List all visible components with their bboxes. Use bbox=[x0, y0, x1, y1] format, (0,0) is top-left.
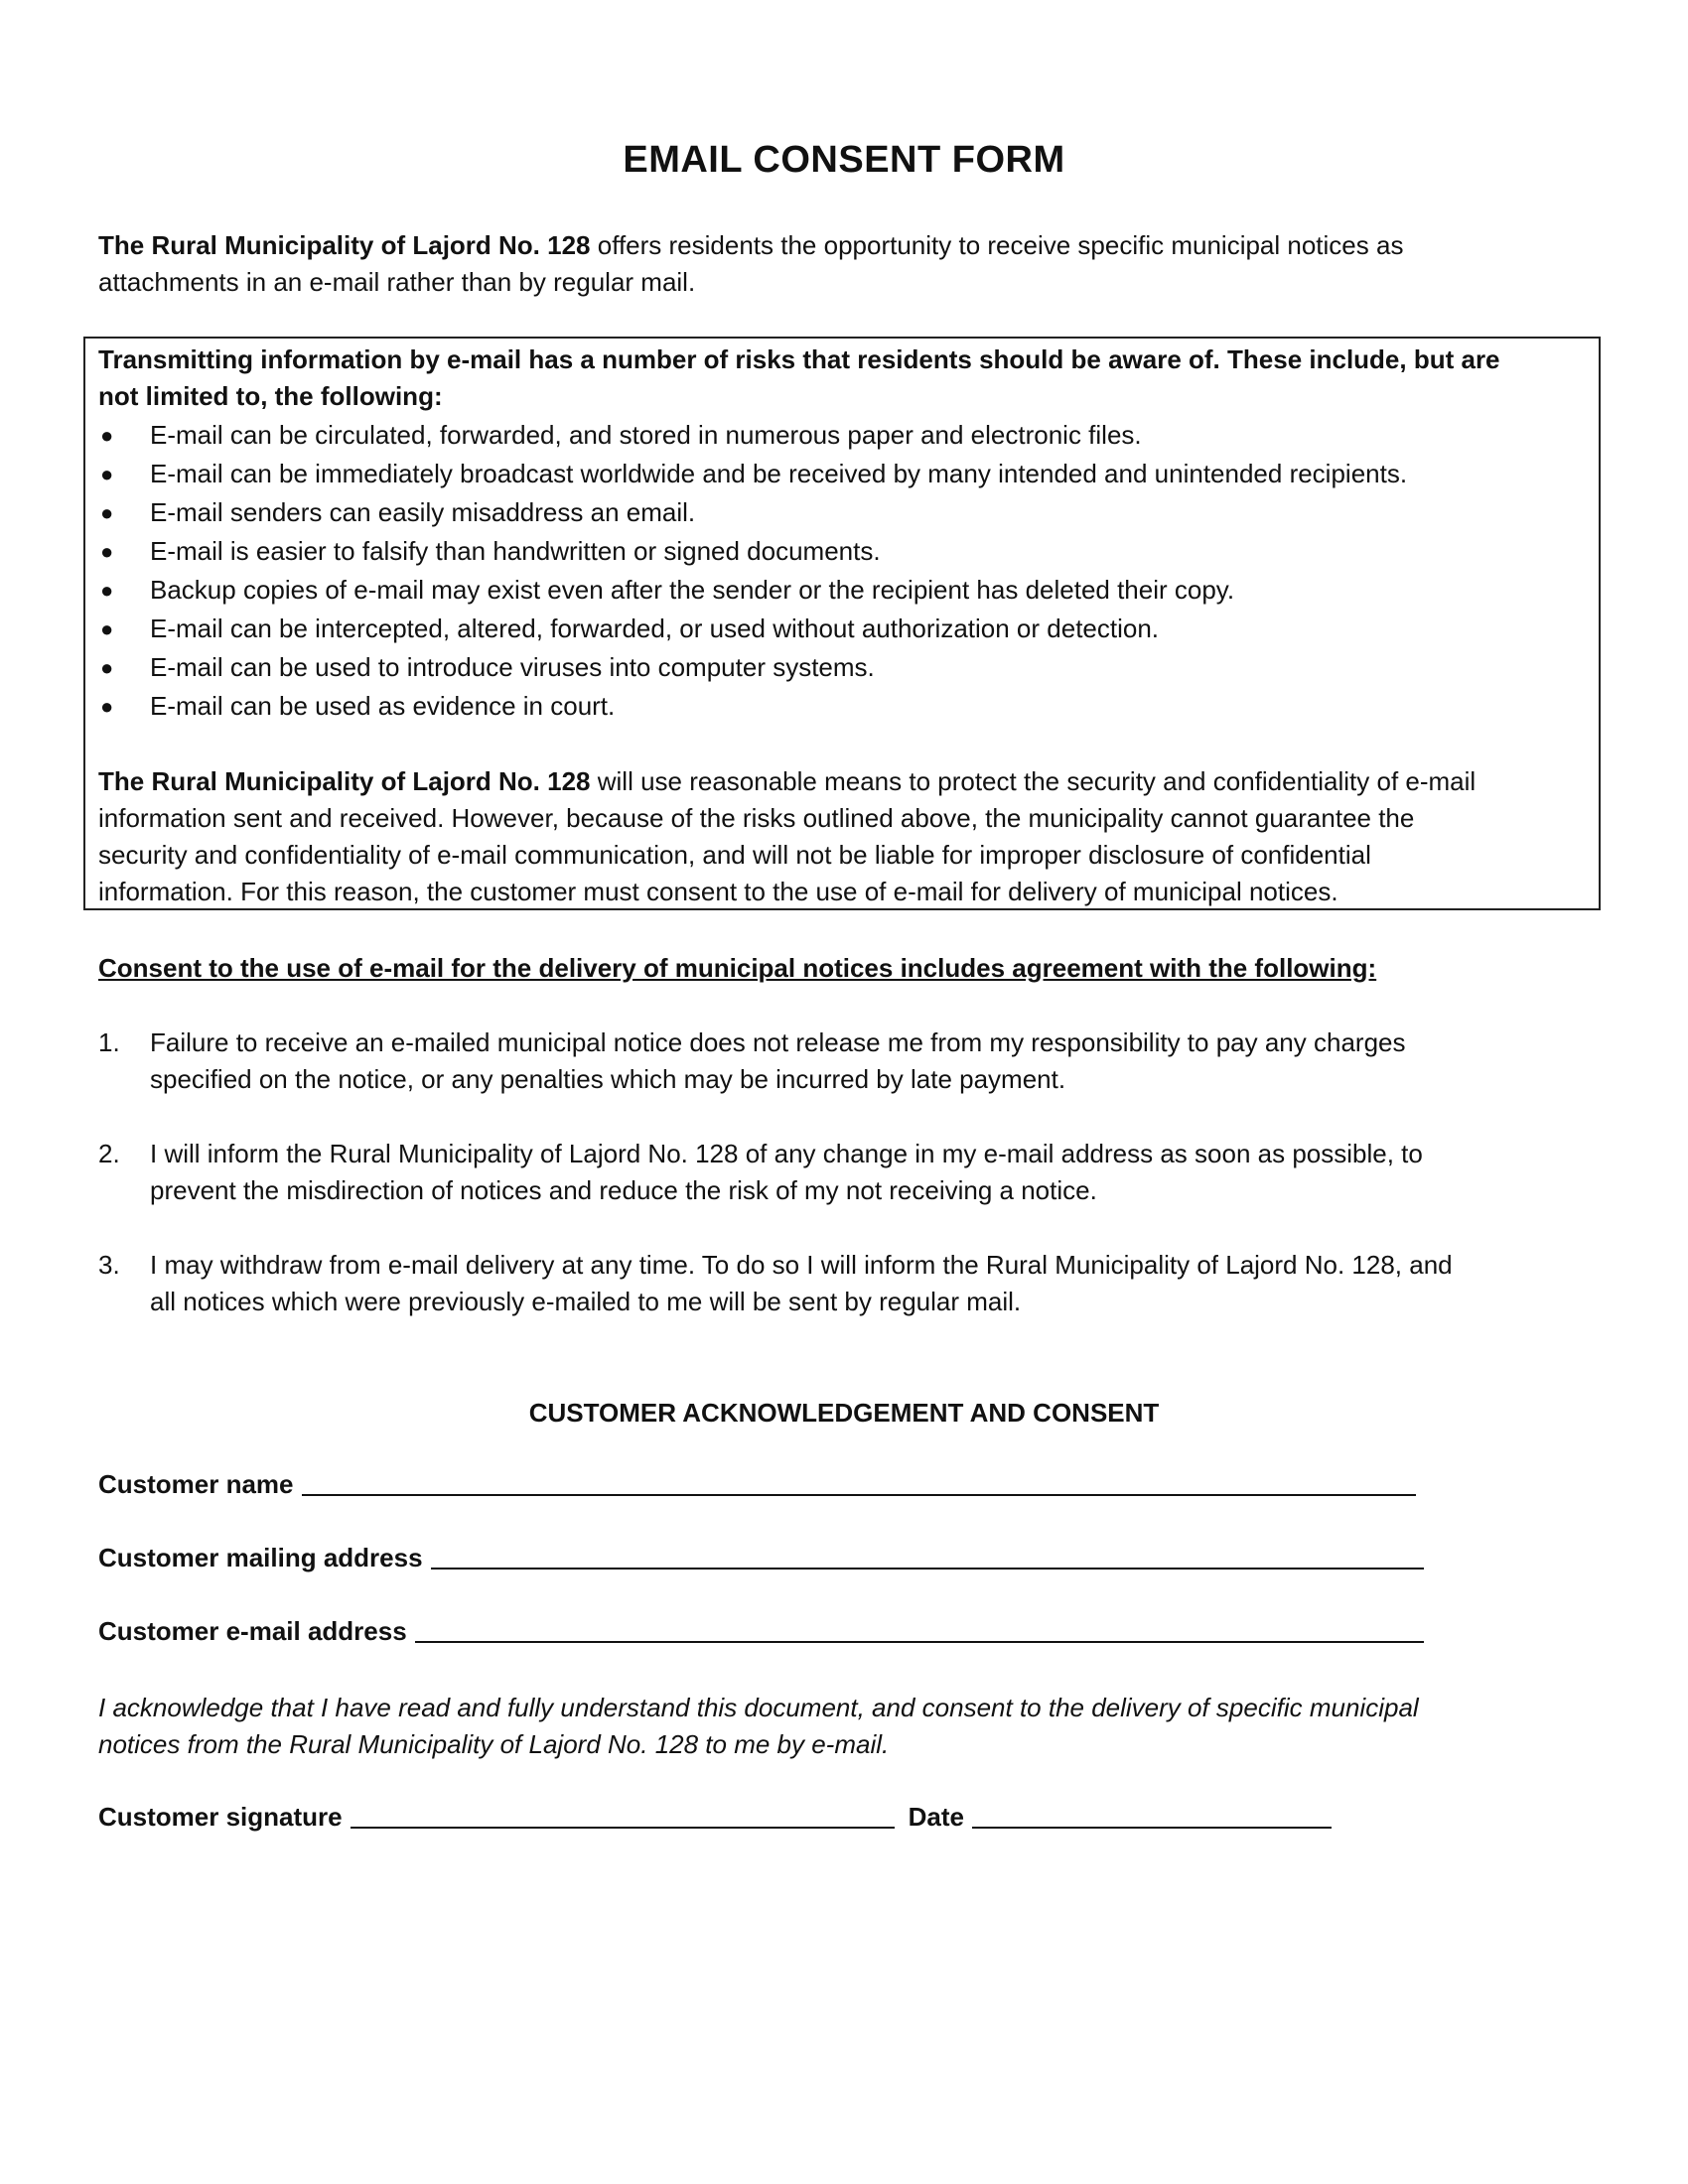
closing-line-1: will use reasonable means to protect the security and confidentiality of e-mail bbox=[590, 766, 1477, 796]
date-field[interactable] bbox=[972, 1797, 1332, 1829]
list-item bbox=[98, 455, 1588, 493]
list-item bbox=[98, 571, 1588, 610]
bullet-icon: ● bbox=[100, 500, 114, 525]
signature-row bbox=[98, 1796, 1332, 1836]
list-item bbox=[98, 416, 1588, 455]
acknowledgement-heading: CUSTOMER ACKNOWLEDGEMENT AND CONSENT bbox=[528, 1398, 1160, 1428]
list-item bbox=[98, 493, 1588, 532]
risk-item-text: E-mail senders can easily misaddress an email. bbox=[150, 497, 696, 527]
consent-heading: Consent to the use of e-mail for the delivery of municipal notices includes agreement with the following: bbox=[98, 953, 1377, 983]
risk-list bbox=[98, 416, 1588, 726]
list-item bbox=[98, 532, 1588, 571]
list-item bbox=[98, 648, 1588, 687]
acknowledgement-statement bbox=[98, 1690, 1588, 1763]
term-number: 2. bbox=[98, 1139, 120, 1168]
page-title: EMAIL CONSENT FORM bbox=[623, 139, 1065, 181]
term-line-1: I will inform the Rural Municipality of Lajord No. 128 of any change in my e-mail address as soon as possible, to bbox=[150, 1139, 1423, 1168]
risk-item-text: E-mail can be intercepted, altered, forwarded, or used without authorization or detection. bbox=[150, 614, 1160, 643]
email-address-row bbox=[98, 1610, 1424, 1650]
term-line-1: I may withdraw from e-mail delivery at any time. To do so I will inform the Rural Municipality of Lajord No. 128, and bbox=[150, 1250, 1453, 1280]
mailing-address-row bbox=[98, 1537, 1424, 1576]
bullet-icon: ● bbox=[100, 578, 114, 603]
bullet-icon: ● bbox=[100, 655, 114, 680]
risk-item-text: E-mail is easier to falsify than handwritten or signed documents. bbox=[150, 536, 881, 566]
signature-label: Customer signature bbox=[98, 1802, 343, 1832]
customer-name-label: Customer name bbox=[98, 1469, 294, 1499]
closing-line-3: security and confidentiality of e-mail communication, and will not be liable for improper disclosure of confidential bbox=[98, 840, 1371, 870]
signature-field[interactable] bbox=[351, 1797, 895, 1829]
risk-item-text: E-mail can be used to introduce viruses into computer systems. bbox=[150, 652, 875, 682]
list-item bbox=[98, 610, 1588, 648]
bullet-icon: ● bbox=[100, 539, 114, 564]
term-number: 1. bbox=[98, 1027, 120, 1057]
closing-line-2: information sent and received. However, because of the risks outlined above, the municipality cannot guarantee the bbox=[98, 803, 1415, 833]
risk-item-text: E-mail can be used as evidence in court. bbox=[150, 691, 616, 721]
closing-org-name: The Rural Municipality of Lajord No. 128 bbox=[98, 766, 591, 796]
term-line-1: Failure to receive an e-mailed municipal notice does not release me from my responsibility to pay any charges bbox=[150, 1027, 1406, 1057]
bullet-icon: ● bbox=[100, 694, 114, 719]
list-item bbox=[98, 1024, 1588, 1136]
statement-line-2: notices from the Rural Municipality of Lajord No. 128 to me by e-mail. bbox=[98, 1729, 890, 1759]
intro-text-line-1: offers residents the opportunity to receive specific municipal notices as bbox=[590, 230, 1404, 260]
list-item bbox=[98, 1136, 1588, 1247]
term-line-2: specified on the notice, or any penalties which may be incurred by late payment. bbox=[150, 1064, 1066, 1094]
bullet-icon: ● bbox=[100, 462, 114, 486]
email-address-field[interactable] bbox=[415, 1611, 1424, 1643]
term-number: 3. bbox=[98, 1250, 120, 1280]
bullet-icon: ● bbox=[100, 423, 114, 448]
risk-heading-line-1: Transmitting information by e-mail has a number of risks that residents should be aware of. These include, but are bbox=[98, 344, 1500, 374]
intro-paragraph bbox=[98, 227, 1588, 301]
risk-item-text: Backup copies of e-mail may exist even after the sender or the recipient has deleted their copy. bbox=[150, 575, 1235, 605]
risk-heading bbox=[98, 341, 1588, 415]
email-address-label: Customer e-mail address bbox=[98, 1616, 407, 1646]
risk-closing-paragraph bbox=[98, 763, 1588, 910]
risk-item-text: E-mail can be circulated, forwarded, and stored in numerous paper and electronic files. bbox=[150, 420, 1142, 450]
mailing-address-label: Customer mailing address bbox=[98, 1543, 423, 1572]
customer-name-field[interactable] bbox=[302, 1464, 1416, 1496]
date-label: Date bbox=[908, 1802, 964, 1832]
intro-text-line-2: attachments in an e-mail rather than by regular mail. bbox=[98, 267, 696, 297]
mailing-address-field[interactable] bbox=[431, 1538, 1424, 1570]
risk-heading-line-2: not limited to, the following: bbox=[98, 381, 443, 411]
term-line-2: all notices which were previously e-mailed to me will be sent by regular mail. bbox=[150, 1287, 1022, 1316]
customer-name-row bbox=[98, 1463, 1416, 1503]
list-item bbox=[98, 687, 1588, 726]
list-item bbox=[98, 1247, 1588, 1358]
intro-org-name: The Rural Municipality of Lajord No. 128 bbox=[98, 230, 591, 260]
consent-terms-list bbox=[98, 1024, 1588, 1358]
risk-item-text: E-mail can be immediately broadcast worldwide and be received by many intended and unintended recipients. bbox=[150, 459, 1408, 488]
bullet-icon: ● bbox=[100, 616, 114, 641]
closing-line-4: information. For this reason, the customer must consent to the use of e-mail for delivery of municipal notices. bbox=[98, 877, 1338, 906]
term-line-2: prevent the misdirection of notices and reduce the risk of my not receiving a notice. bbox=[150, 1175, 1097, 1205]
statement-line-1: I acknowledge that I have read and fully understand this document, and consent to the delivery of specific municipal bbox=[98, 1693, 1419, 1722]
